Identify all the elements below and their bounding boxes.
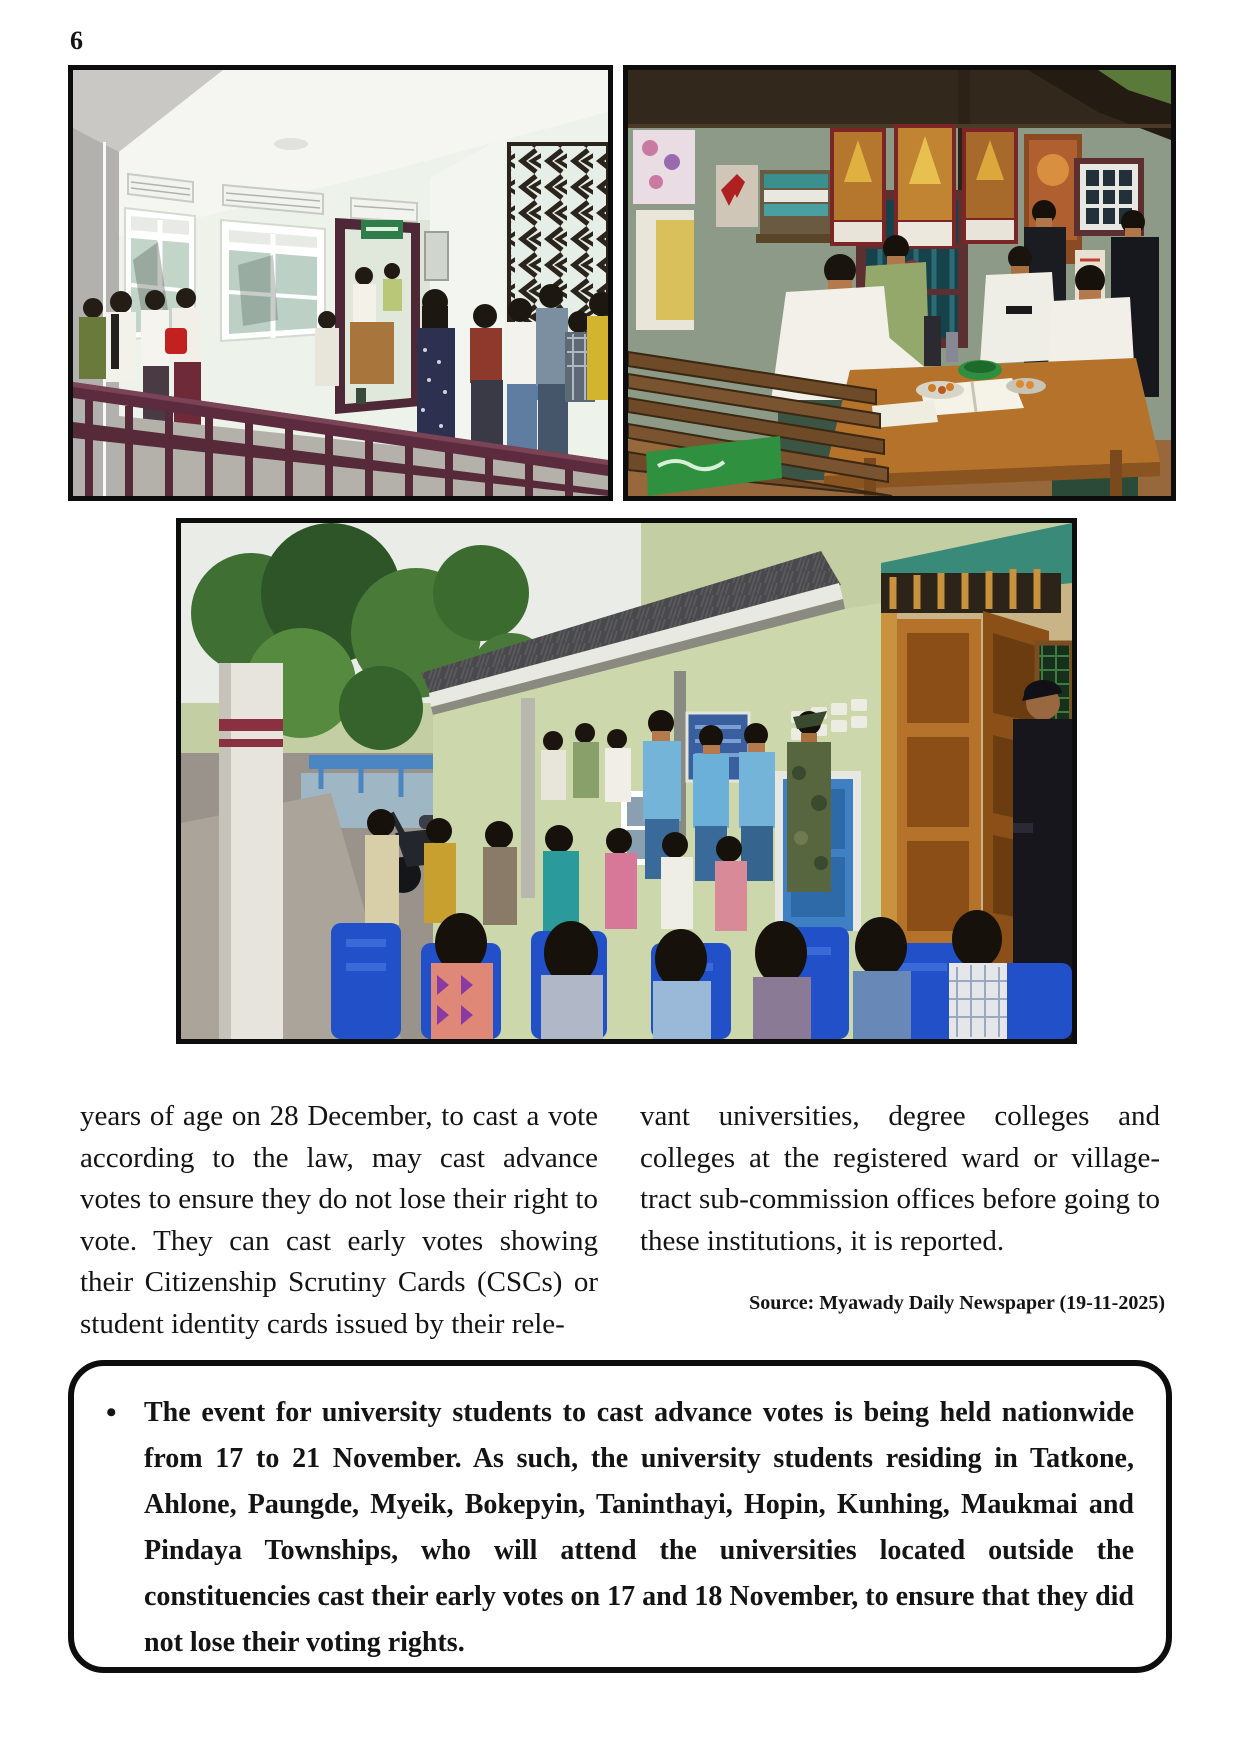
- officials-table-illustration: [628, 70, 1171, 496]
- highlight-box-text: The event for university students to cast advance votes is being held nationwide from 17 to 21 November. As such, the university students residing in Tatkone, Ahlone, Paungde, Myeik, Bokepyin, Taninthayi, Hopin, Kunhing, Maukmai and Pindaya Townships, who will attend the universities located outside the constituencies cast their early votes on 17 and 18 November, to ensure that they did not lose their voting rights.: [144, 1397, 1134, 1658]
- outdoor-meeting-photo: [176, 518, 1077, 1044]
- page-number: 6: [70, 26, 83, 55]
- outdoor-meeting-illustration: [181, 523, 1072, 1039]
- highlight-box: [68, 1360, 1172, 1673]
- officials-table-photo: [623, 65, 1176, 501]
- voters-queue-illustration: [73, 70, 608, 496]
- veranda-column: [219, 663, 283, 1039]
- bullet-marker: •: [106, 1396, 117, 1429]
- article-right-column: vant universities, degree colleges and colleges at the registered ward or village-tract sub-commission offices before going to these institutions, it is reported.: [640, 1100, 1160, 1257]
- source-attribution: Source: Myawady Daily Newspaper (19-11-2025): [749, 1292, 1165, 1314]
- voters-queue-photo: [68, 65, 613, 501]
- article-left-column: years of age on 28 December, to cast a vote according to the law, may cast advance votes to ensure they do not lose their right to vote. They can cast early votes showing their Citizenship Scrutiny Cards (CSCs) or student identity cards issued by their rele-: [80, 1100, 598, 1340]
